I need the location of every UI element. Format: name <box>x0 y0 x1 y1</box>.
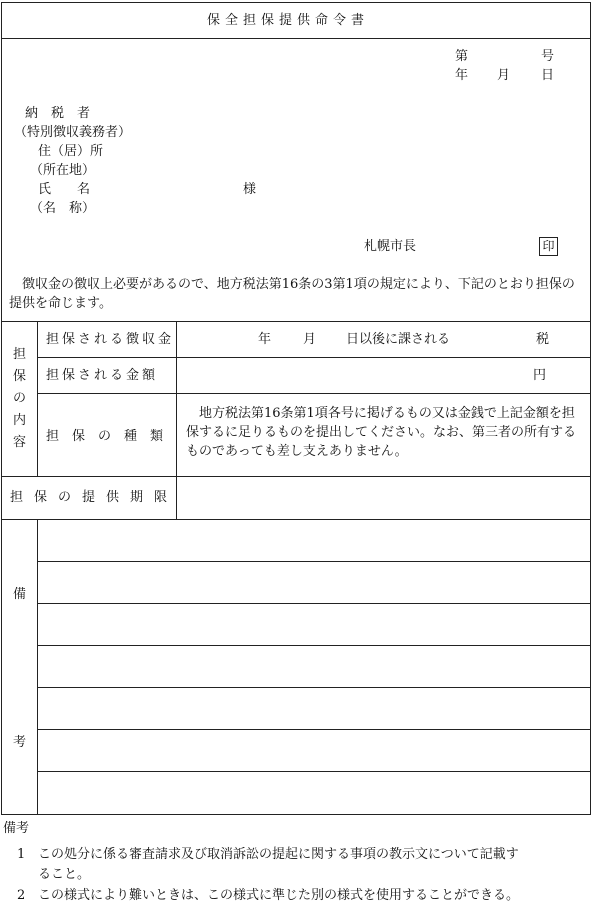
group-label-char-2: 保 <box>13 369 27 384</box>
row2-yen: 円 <box>533 368 547 383</box>
secured-collection-label: 担保される徴収金 <box>46 332 175 347</box>
notes-heading: 備考 <box>3 821 30 836</box>
note-1-number: 1 <box>17 847 26 862</box>
date-day: 日 <box>541 68 555 83</box>
collateral-type-label: 担 保 の 種 類 <box>46 429 164 444</box>
group-label-char-3: の <box>13 391 27 406</box>
deadline-label: 担保の提供期限 <box>10 490 179 505</box>
note-1-line-1: この処分に係る審査請求及び取消訴訟の提起に関する事項の教示文について記載す <box>38 847 519 862</box>
seal-stamp: 印 <box>539 237 558 256</box>
honorific-label: 様 <box>243 182 257 197</box>
remarks-line-4 <box>37 687 591 688</box>
remarks-label-2: 考 <box>13 735 27 750</box>
remarks-line-5 <box>37 729 591 730</box>
row1-rule <box>37 357 591 358</box>
remarks-line-1 <box>37 561 591 562</box>
row4-rule <box>2 519 591 520</box>
remarks-line-2 <box>37 603 591 604</box>
name-label: 氏 名 <box>38 182 91 197</box>
date-year: 年 <box>455 68 469 83</box>
secured-amount-label: 担保される金額 <box>46 368 159 383</box>
order-body-text: 徴収金の徴収上必要があるので、地方税法第16条の3第1項の規定により、下記のとおり担保の提供を命じます。 <box>9 277 575 311</box>
number-suffix: 号 <box>541 49 555 64</box>
corp-name-label: （名 称） <box>30 201 96 216</box>
taxpayer-label: 納 税 者 <box>25 106 91 121</box>
row1-tax: 税 <box>536 332 550 347</box>
note-2-number: 2 <box>17 888 26 903</box>
issuer-mayor: 札幌市長 <box>364 239 417 254</box>
title-divider <box>2 38 591 39</box>
remarks-line-6 <box>37 771 591 772</box>
note-2-text: この様式により難いときは、この様式に準じた別の様式を使用することができる。 <box>38 888 520 903</box>
remarks-label-1: 備 <box>13 587 27 602</box>
remarks-col-rule <box>37 520 38 814</box>
number-prefix: 第 <box>455 49 469 64</box>
collateral-type-text: 地方税法第16条第1項各号に掲げるもの又は金銭で上記金額を担保するに足りるものを提出してください。なお、第三者の所有するものであっても差し支えありません。 <box>186 406 577 459</box>
group-label-char-4: 内 <box>13 413 27 428</box>
row1-after: 日以後に課される <box>346 332 451 347</box>
row1-month: 月 <box>303 332 317 347</box>
address-label: 住（居）所 <box>38 144 104 159</box>
row1-year: 年 <box>258 332 272 347</box>
date-month: 月 <box>497 68 511 83</box>
table-top-rule <box>2 321 591 322</box>
special-collector-label: （特別徴収義務者） <box>14 125 132 140</box>
location-label: （所在地） <box>30 163 96 178</box>
group-label-char-1: 担 <box>13 347 27 362</box>
note-1-line-2: ること。 <box>38 867 91 882</box>
form-title: 保全担保提供命令書 <box>207 13 370 28</box>
row2-rule <box>37 393 591 394</box>
group-label-char-5: 容 <box>13 435 27 450</box>
remarks-line-3 <box>37 645 591 646</box>
group-col-rule <box>37 322 38 476</box>
row3-rule <box>2 476 591 477</box>
